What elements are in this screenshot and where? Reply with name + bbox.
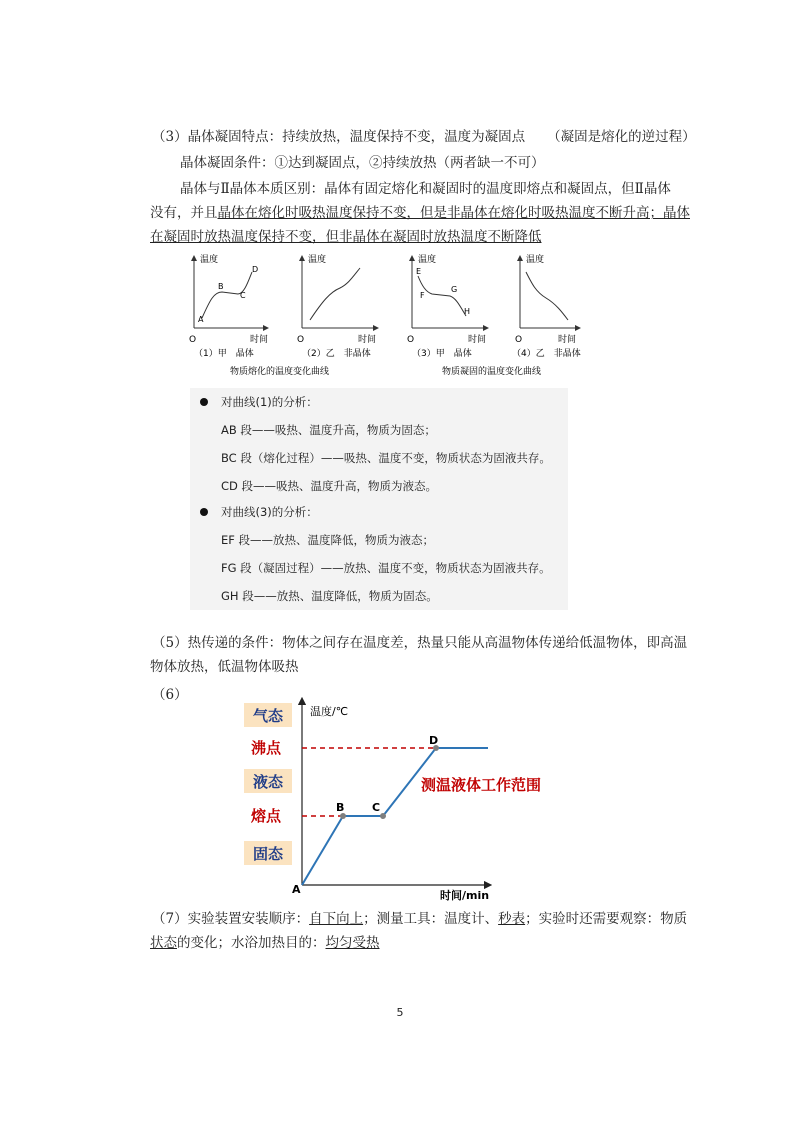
sec3-line3: 晶体与Ⅱ晶体本质区别：晶体有固定熔化和凝固时的温度即熔点和凝固点，但Ⅱ晶体 — [180, 181, 671, 197]
chart4-origin: O — [515, 335, 523, 345]
chart2-origin: O — [297, 335, 305, 345]
point-d: D — [429, 734, 439, 747]
chart4-caption: （4）乙 非晶体 — [512, 349, 581, 359]
sec3-line5: 在凝固时放热温度保持不变，但非晶体在凝固时放热温度不断降低 — [150, 229, 542, 245]
sec5-line1: （5）热传递的条件：物体之间存在温度差，热量只能从高温物体传递给低温物体，即高温 — [152, 635, 688, 651]
boiling-label: 沸点 — [250, 739, 282, 757]
state-liquid: 液态 — [252, 773, 284, 791]
chart4-ylabel: 温度 — [526, 255, 545, 265]
sec6-label: （6） — [152, 687, 188, 703]
chart3-ylabel: 温度 — [418, 255, 437, 265]
chart1-point-b: B — [218, 282, 224, 291]
chart4-xlabel: 时间 — [558, 335, 577, 345]
sec7-line1: （7）实验装置安装顺序：自下向上；测量工具：温度计、秒表；实验时还需要观察：物质 — [152, 911, 688, 927]
chart2-ylabel: 温度 — [308, 255, 327, 265]
x-axis-label: 时间/min — [440, 889, 490, 902]
chart1 — [189, 253, 268, 359]
point-b: B — [336, 801, 345, 814]
sec6-chart — [240, 693, 542, 905]
analysis-bc: BC 段（熔化过程）——吸热、温度不变，物质状态为固液共存。 — [221, 451, 551, 465]
chart3-point-h: H — [464, 307, 471, 316]
chart2-xlabel: 时间 — [358, 335, 377, 345]
chart1-origin: O — [189, 335, 197, 345]
chart1-point-d: D — [252, 265, 259, 274]
chart3-origin: O — [407, 335, 415, 345]
analysis-ab: AB 段——吸热、温度升高，物质为固态； — [221, 423, 436, 437]
analysis-gh: GH 段——放热、温度降低，物质为固态。 — [221, 589, 438, 603]
sec3-line2: 晶体凝固条件：①达到凝固点，②持续放热（两者缺一不可） — [180, 155, 545, 171]
chart3-point-e: E — [416, 267, 422, 276]
y-axis-label: 温度/℃ — [310, 705, 349, 718]
sec3-line4: 没有，并且晶体在熔化时吸热温度保持不变，但是非晶体在熔化时吸热温度不断升高；晶体 — [150, 205, 690, 221]
chart1-caption: （1）甲 晶体 — [194, 349, 254, 359]
chart2-caption: （2）乙 非晶体 — [302, 349, 371, 359]
state-solid: 固态 — [252, 845, 284, 863]
chart3-xlabel: 时间 — [468, 335, 487, 345]
chart1-ylabel: 温度 — [200, 255, 219, 265]
chart3 — [407, 253, 486, 359]
chart3-point-f: F — [420, 291, 425, 300]
bullet-curve3 — [200, 508, 208, 516]
page-number: 5 — [396, 1006, 404, 1019]
small-charts — [180, 250, 580, 385]
range-note: 测温液体工作范围 — [421, 776, 542, 794]
point-c: C — [372, 801, 381, 814]
chart3-caption: （3）甲 晶体 — [412, 349, 472, 359]
chart1-xlabel: 时间 — [250, 335, 269, 345]
analysis-ef: EF 段——放热、温度降低，物质为液态； — [221, 533, 435, 547]
chart2 — [297, 253, 376, 359]
analysis-fg: FG 段（凝固过程）——放热、温度不变，物质状态为固液共存。 — [221, 561, 551, 575]
point-c-marker — [380, 813, 386, 819]
state-gas: 气态 — [252, 707, 284, 725]
group-left-caption: 物质熔化的温度变化曲线 — [230, 367, 330, 377]
curve3-title: 对曲线(3)的分析： — [221, 505, 318, 519]
chart3-curve — [418, 276, 466, 316]
chart1-point-a: A — [198, 315, 204, 324]
chart2-curve — [310, 268, 360, 320]
sec5-line2: 物体放热，低温物体吸热 — [150, 659, 299, 675]
melting-label: 熔点 — [250, 807, 282, 825]
point-a: A — [292, 883, 301, 896]
group-right-caption: 物质凝固的温度变化曲线 — [442, 367, 542, 377]
chart3-point-g: G — [451, 285, 458, 294]
chart1-point-c: C — [240, 291, 246, 300]
chart4-curve — [526, 272, 568, 320]
chart4 — [512, 253, 581, 359]
sec7-line2: 状态的变化；水浴加热目的：均匀受热 — [150, 935, 380, 951]
sec3-line1: （3）晶体凝固特点：持续放热，温度保持不变，温度为凝固点 （凝固是熔化的逆过程） — [152, 129, 696, 145]
bullet-curve1 — [200, 398, 208, 406]
curve1-title: 对曲线(1)的分析： — [221, 395, 318, 409]
analysis-cd: CD 段——吸热、温度升高，物质为液态。 — [221, 479, 438, 493]
